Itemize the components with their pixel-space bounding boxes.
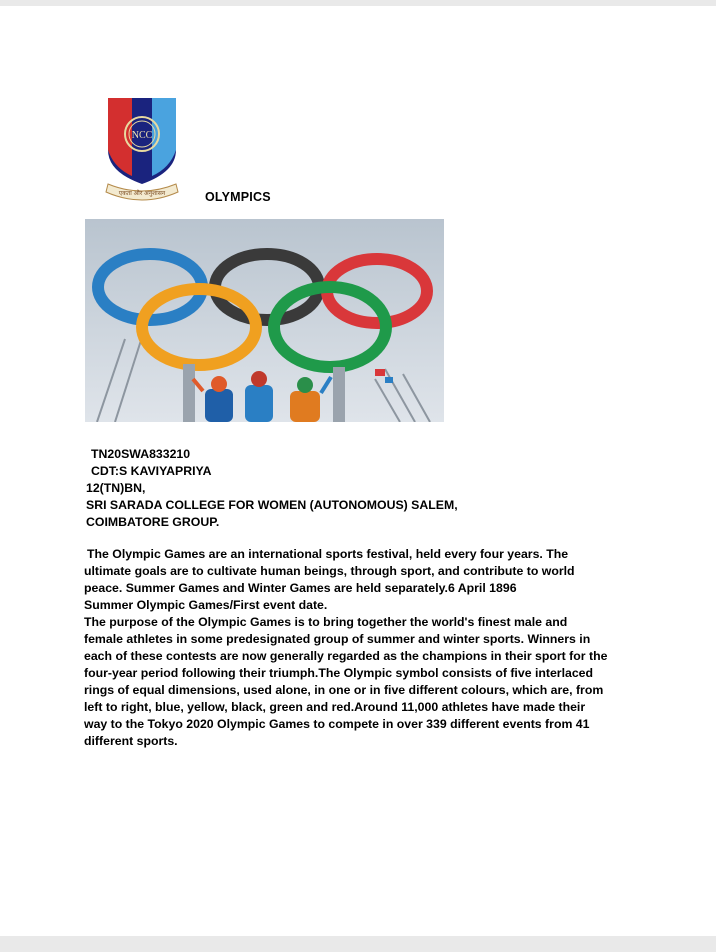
document-title: OLYMPICS xyxy=(205,190,271,204)
paragraph-2 xyxy=(84,614,644,750)
paragraph-line: female athletes in some predesignated group of summer and winter sports. Winners in xyxy=(84,632,591,646)
ncc-motto-text: एकता और अनुशासन xyxy=(118,190,166,197)
cadet-battalion: 12(TN)BN, xyxy=(86,481,146,495)
cadet-reg-no: TN20SWA833210 xyxy=(91,447,191,461)
paragraph-line: Summer Olympic Games/First event date. xyxy=(84,598,328,612)
paragraph-line: different sports. xyxy=(84,734,178,748)
paragraph-line: ultimate goals are to cultivate human beings, through sport, and contribute to world xyxy=(84,564,575,578)
document-page xyxy=(0,6,716,936)
paragraph-line: The Olympic Games are an international sports festival, held every four years. The xyxy=(87,547,569,561)
article-body xyxy=(84,546,644,750)
ncc-logo-text: NCC xyxy=(131,130,153,141)
paragraph-1 xyxy=(84,546,644,614)
paragraph-line: way to the Tokyo 2020 Olympic Games to compete in over 339 different events from 41 xyxy=(84,717,590,731)
paragraph-line: rings of equal dimensions, used alone, in one or in five different colours, which are, from xyxy=(84,683,604,697)
cadet-name: CDT:S KAVIYAPRIYA xyxy=(91,464,212,478)
cadet-college: SRI SARADA COLLEGE FOR WOMEN (AUTONOMOUS) SALEM, xyxy=(86,498,458,512)
paragraph-line: The purpose of the Olympic Games is to bring together the world's finest male and xyxy=(84,615,568,629)
paragraph-line: left to right, blue, yellow, black, green and red.Around 11,000 athletes have made their xyxy=(84,700,586,714)
ncc-emblem-icon xyxy=(102,92,182,204)
paragraph-line: each of these contests are now generally regarded as the champions in their sport for the xyxy=(84,649,608,663)
paragraph-line: peace. Summer Games and Winter Games are held separately.6 April 1896 xyxy=(84,581,517,595)
olympic-rings-photo xyxy=(85,219,444,422)
cadet-group: COIMBATORE GROUP. xyxy=(86,515,220,529)
cadet-details xyxy=(86,446,458,531)
paragraph-line: four-year period following their triumph.The Olympic symbol consists of five interlaced xyxy=(84,666,594,680)
